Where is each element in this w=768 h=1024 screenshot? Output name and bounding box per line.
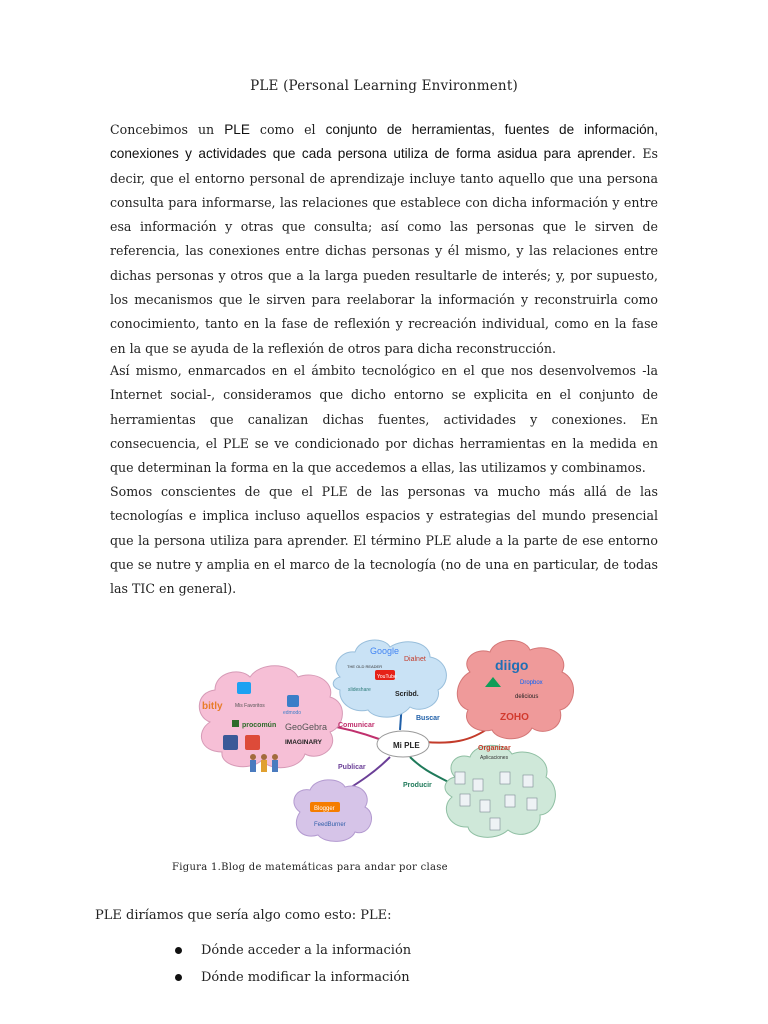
app-icon-1 [455,772,465,784]
center-node [377,731,429,757]
paragraph-technology: Así mismo, enmarcados en el ámbito tecnológico en el que nos desenvolvemos -la Internet social-, consideramos que dicho entorno se explicita en el conjunto de herramientas que canalizan dichas fuentes, actividades y conexiones. En consecuencia, el PLE se ve condicionado por dichas herramientas en la medida en que determinan la forma en la que accedemos a ellas, las utilizamos y combinamos. [110,363,658,476]
list-item-text: Dónde modificar la información [201,970,410,985]
youtube-label: YouTube [377,674,397,680]
googleplus-icon [245,735,260,750]
zoho-logo: ZOHO [500,712,529,723]
bullet-icon [175,947,182,954]
ple-term: PLE [224,122,250,137]
label-buscar: Buscar [416,715,440,722]
bullet-list [175,937,411,991]
app-icon-6 [480,800,490,812]
edmodo-label: edmodo [283,710,302,716]
feedburner-logo: FeedBurner [314,822,346,828]
procomun-logo: procomún [242,722,277,729]
paragraph-mid: como el [249,122,326,137]
google-logo: Google [370,646,400,656]
center-label: Mi PLE [393,741,420,750]
edmodo-icon [287,695,299,707]
label-organizar: Organizar [478,745,511,752]
slideshare-logo: slideshare [348,687,371,693]
intro-line: PLE diríamos que sería algo como esto: PLE: [95,908,392,923]
cloud-buscar [333,640,446,717]
geogebra-logo: GeoGebra [285,722,328,732]
paragraph-rest: . Es decir, que el entorno personal de aprendizaje incluye tanto aquello que una persona consulta para informarse, las relaciones que establece con dicha información y entre esa información y otras que consulta; así como las personas que le sirven de referencia, las conexiones entre dichas personas y él mismo, y las relaciones entre dichas personas y otros que a la larga pueden resultarle de interés; y, por supuesto, los mecanismos que le sirven para reelaborar la información y reconstruirla como conocimiento, tanto en la fase de reflexión y recreación individual, como en la fase en la que se ayuda de la reflexión de otros para dicha reconstrucción. [110,146,658,356]
blogger-label: Blogger [314,806,335,812]
label-publicar: Publicar [338,764,366,771]
app-icon-2 [473,779,483,791]
bitly-logo: bitly [202,701,223,712]
procomun-icon [232,720,239,727]
dialnet-logo: Dialnet [404,656,426,663]
cloud-organizar [457,640,573,738]
imaginary-logo: IMAGINARY [285,739,322,746]
cloud-comunicar-shape [199,666,342,768]
app-icon-5 [460,794,470,806]
label-producir: Producir [403,782,432,789]
people-icon [250,754,278,772]
list-item-text: Dónde acceder a la información [201,943,412,958]
bullet-icon [175,974,182,981]
app-icon-4 [523,775,533,787]
cloud-organizar-shape [457,640,573,738]
list-item [175,964,411,991]
diigo-logo: diigo [495,657,529,673]
aplicaciones-label: Aplicaciones [480,755,509,761]
paragraph-awareness: Somos conscientes de que el PLE de las personas va mucho más allá de las tecnologías e implica incluso aquellos espacios y estrategias del mundo presencial que la persona utiliza para aprender. El término PLE alude a la parte de ese entorno que se nutre y amplia en el marco de la tecnología (no de una en particular, de todas las TIC en general). [110,484,658,597]
dropbox-logo: Dropbox [520,680,543,686]
twitter-icon [237,682,251,694]
ple-diagram [190,632,583,852]
connector-producir [410,757,452,784]
app-icon-9 [490,818,500,830]
app-icon-8 [527,798,537,810]
cloud-comunicar [199,666,342,772]
facebook-icon [223,735,238,750]
definition-highlight: conjunto de herramientas, fuentes de información, conexiones y actividades que cada persona utiliza de forma asidua para aprender [110,122,659,162]
symbaloo-logo: Mis Favoritos [235,703,265,709]
scribd-logo: Scribd. [395,691,419,698]
old-reader-logo: THE OLD READER [347,664,383,669]
document-title: PLE (Personal Learning Environment) [250,78,518,94]
list-item [175,937,411,964]
cloud-publicar [294,780,372,842]
paragraph-definition [110,118,658,361]
label-comunicar: Comunicar [338,722,375,729]
paragraph-lead: Concebimos un [110,122,225,137]
figure-caption: Figura 1.Blog de matemáticas para andar por clase [172,862,448,873]
delicious-logo: delicious [515,694,539,700]
app-icon-3 [500,772,510,784]
app-icon-7 [505,795,515,807]
cloud-producir [445,745,555,837]
